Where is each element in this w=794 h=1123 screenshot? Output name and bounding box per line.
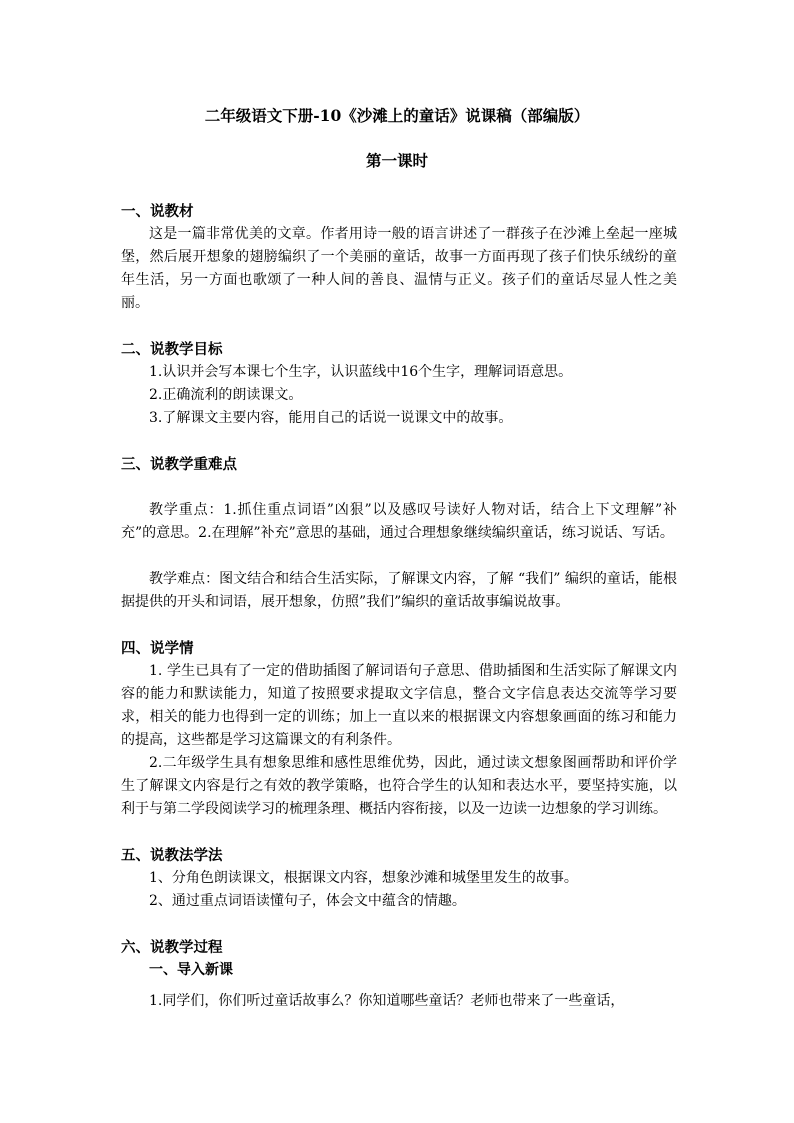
- method-item: 1、分角色朗读课文，根据课文内容，想象沙滩和城堡里发生的故事。: [149, 870, 578, 886]
- section-5-heading: 五、说教法学法: [121, 847, 223, 864]
- goal-item: 2.正确流利的朗读课文。: [149, 387, 303, 403]
- section-1-heading: 一、说教材: [121, 203, 194, 220]
- section-1-paragraph: 这是一篇非常优美的文章。作者用诗一般的语言讲述了一群孩子在沙滩上垒起一座城堡，然后展开想象的翅膀编织了一个美丽的童话，故事一方面再现了孩子们快乐绒纷的童年生活，另一方面也歌颂了一种人间的善良、温情与正义。孩子们的童话尽显人性之美丽。: [121, 226, 677, 311]
- key-points-paragraph: 教学重点：1.抓住重点词语”凶狠”以及感叹号读好人物对话，结合上下文理解”补充”的意思。2.在理解”补充”意思的基础，通过合理想象继续编织童话，练习说话、写话。: [121, 502, 677, 541]
- method-item: 2、通过重点词语读懂句子，体会文中蕴含的情趣。: [149, 893, 466, 909]
- document-subtitle: 第一课时: [365, 151, 428, 170]
- section-2-heading: 二、说教学目标: [121, 341, 223, 358]
- subsection-heading: 一、导入新课: [149, 962, 233, 978]
- learner-analysis-paragraph-1: 1. 学生已具有了一定的借助插图了解词语句子意思、借助插图和生活实际了解课文内容的能力和默读能力，知道了按照要求提取文字信息，整合文字信息表达交流等学习要求，相关的能力也得到一定的训练；加上一直以来的根据课文内容想象画面的练习和能力的提高，这些都是学习这篇课文的有利条件。: [121, 663, 677, 748]
- goal-item: 1.认识并会写本课七个生字，认识蓝线中16个生字，理解词语意思。: [149, 364, 573, 380]
- section-6-heading: 六、说教学过程: [121, 939, 223, 956]
- learner-analysis-paragraph-2: 2.二年级学生具有想象思维和感性思维优势，因此，通过读文想象图画帮助和评价学生了解课文内容是行之有效的教学策略，也符合学生的认知和表达水平，要坚持实施，以利于与第二学段阅读学习的梳理条理、概括内容衔接，以及一边读一边想象的学习训练。: [121, 755, 677, 817]
- difficulties-paragraph: 教学难点：图文结合和结合生活实际，了解课文内容，了解 “我们” 编织的童话，能根据提供的开头和词语，展开想象，仿照”我们”编织的童话故事编说故事。: [121, 571, 677, 610]
- section-3-heading: 三、说教学重难点: [121, 456, 237, 473]
- document-body: [121, 200, 677, 1013]
- process-paragraph: 1.同学们，你们听过童话故事么？你知道哪些童话？老师也带来了一些童话，: [149, 993, 625, 1009]
- goal-item: 3.了解课文主要内容，能用自己的话说一说课文中的故事。: [149, 410, 513, 426]
- document-title: 二年级语文下册-10《沙滩上的童话》说课稿（部编版）: [204, 106, 590, 125]
- section-4-heading: 四、说学情: [121, 640, 194, 657]
